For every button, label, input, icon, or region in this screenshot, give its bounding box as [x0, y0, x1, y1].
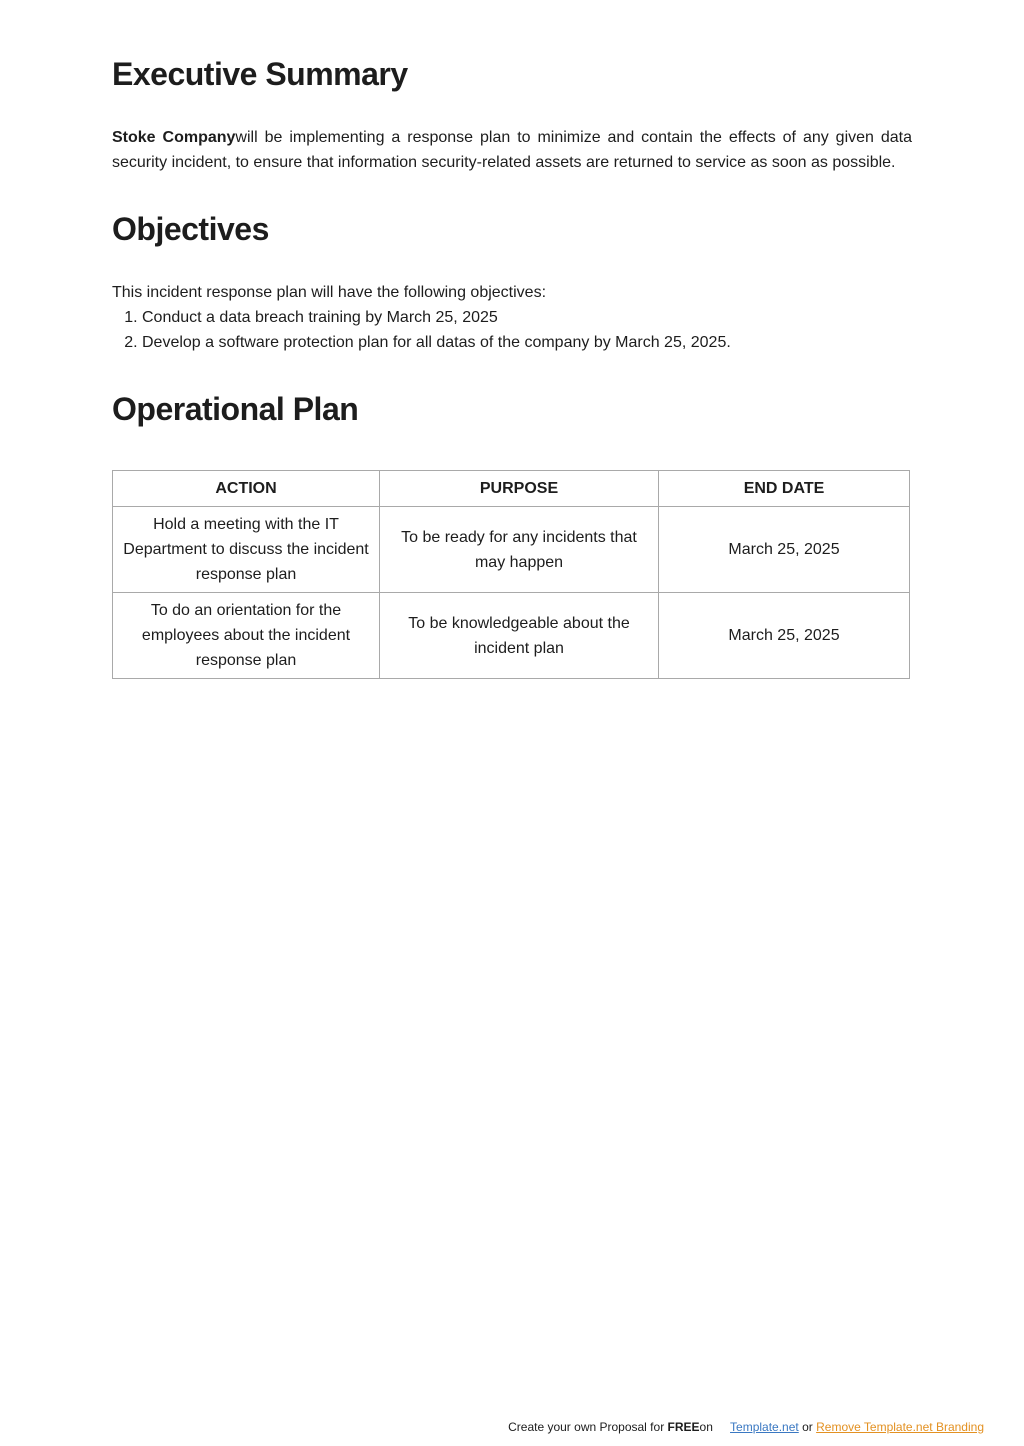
table-row: [113, 507, 910, 593]
objectives-heading: Objectives: [112, 211, 269, 247]
remove-branding-link[interactable]: Remove Template.net Branding: [816, 1420, 984, 1434]
branding-footer: [508, 1419, 984, 1435]
operational-plan-heading: Operational Plan: [112, 391, 359, 427]
operational-plan-table: [112, 470, 910, 679]
action-cell: To do an orientation for the employees about the incident response plan: [113, 593, 380, 679]
column-header-end-date: END DATE: [659, 471, 910, 507]
objectives-list: [112, 305, 942, 355]
table-row: [113, 593, 910, 679]
column-header-purpose: PURPOSE: [380, 471, 659, 507]
executive-summary-paragraph: [112, 125, 912, 175]
purpose-cell: To be ready for any incidents that may happen: [380, 507, 659, 593]
purpose-cell: To be knowledgeable about the incident plan: [380, 593, 659, 679]
end-date-cell: March 25, 2025: [659, 507, 910, 593]
column-header-action: ACTION: [113, 471, 380, 507]
action-cell: Hold a meeting with the IT Department to discuss the incident response plan: [113, 507, 380, 593]
objective-item: 1. Conduct a data breach training by March 25, 2025: [142, 305, 942, 330]
executive-summary-body: will be implementing a response plan to minimize and contain the effects of any given data security incident, to ensure that information security-related assets are returned to service as soon as possible.: [112, 129, 913, 171]
company-name: Stoke Company: [112, 129, 236, 146]
objectives-intro: This incident response plan will have the following objectives:: [112, 284, 547, 301]
footer-free: FREE: [667, 1420, 700, 1434]
footer-prefix: Create your own Proposal for: [508, 1420, 665, 1434]
footer-or: or: [802, 1420, 813, 1434]
end-date-cell: March 25, 2025: [659, 593, 910, 679]
template-net-link[interactable]: Template.net: [730, 1420, 799, 1434]
executive-summary-heading: Executive Summary: [112, 56, 408, 92]
objective-item: 2. Develop a software protection plan for all datas of the company by March 25, 2025.: [142, 330, 942, 355]
footer-on: on: [699, 1420, 713, 1434]
table-header-row: [113, 471, 910, 507]
